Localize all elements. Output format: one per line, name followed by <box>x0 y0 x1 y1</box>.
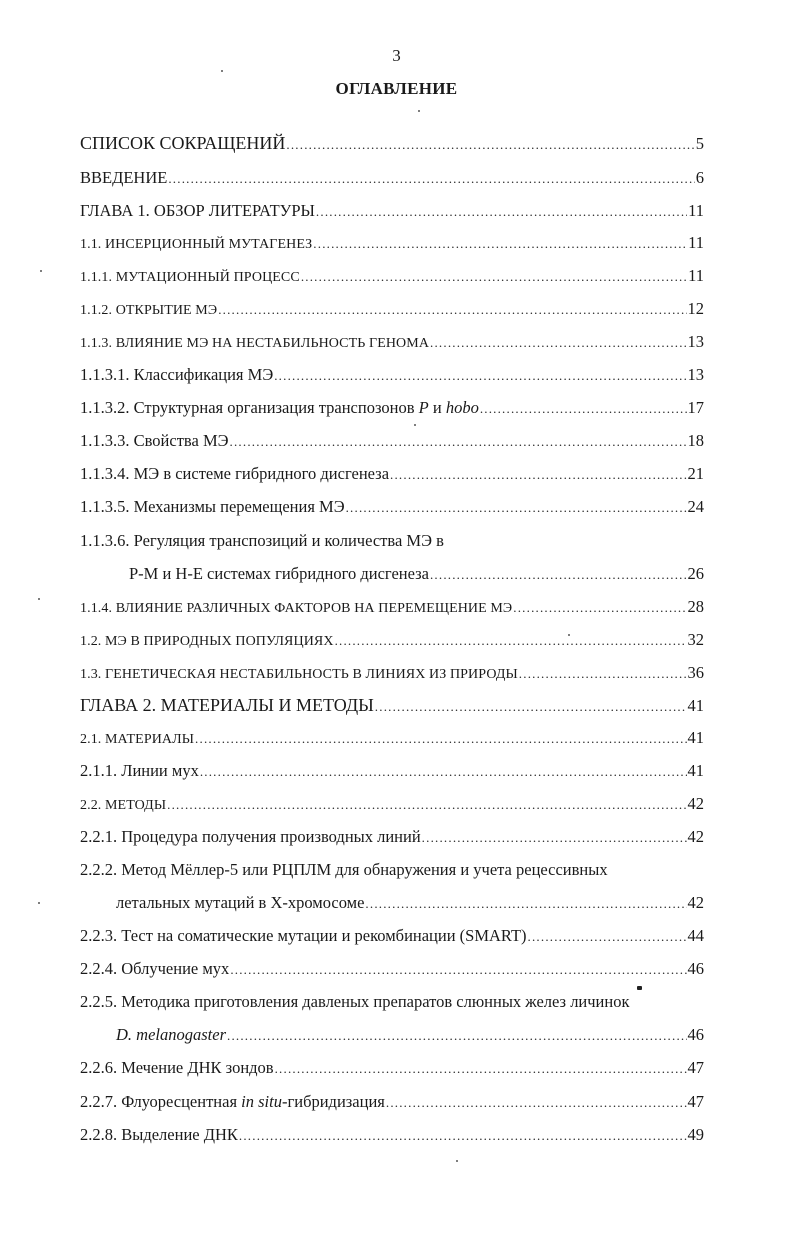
toc-entry[interactable] <box>80 661 704 685</box>
toc-entry[interactable] <box>80 231 704 255</box>
toc-entry-label: 1.1.3.1. Классификация МЭ <box>80 365 274 384</box>
toc-entry-page: 46 <box>687 959 704 978</box>
scan-speck <box>637 986 642 990</box>
dot-leader <box>239 1124 687 1148</box>
toc-label-text: 2.2.7. Флуоресцентная <box>80 1092 242 1111</box>
scan-speck <box>414 424 416 426</box>
toc-entry[interactable] <box>80 396 704 420</box>
toc-entry-label: 1.1.2. ОТКРЫТИЕ МЭ <box>80 303 218 318</box>
toc-entry[interactable] <box>80 825 704 849</box>
scan-speck <box>38 598 40 600</box>
toc-entry-label[interactable]: 2.2.5. Методика приготовления давленых препаратов слюнных желез личинок <box>80 992 630 1011</box>
toc-entry[interactable] <box>80 429 704 453</box>
dot-leader <box>200 760 687 784</box>
dot-leader <box>375 695 687 719</box>
toc-entry-page: 41 <box>687 696 704 715</box>
scan-speck <box>456 1160 458 1162</box>
toc-entry[interactable] <box>80 330 704 354</box>
toc-entry-label-continued: летальных мутаций в Х-хромосоме <box>116 893 365 912</box>
toc-entry-label: 1.1.4. ВЛИЯНИЕ РАЗЛИЧНЫХ ФАКТОРОВ НА ПЕРЕМЕЩЕНИЕ МЭ <box>80 601 513 616</box>
dot-leader <box>218 298 686 322</box>
toc-entry-label: 1.1.3. ВЛИЯНИЕ МЭ НА НЕСТАБИЛЬНОСТЬ ГЕНОМА <box>80 336 430 351</box>
toc-entry-label-continued: D. melanogaster <box>116 1025 226 1044</box>
toc-entry[interactable] <box>80 628 704 652</box>
toc-entry[interactable] <box>80 693 704 717</box>
toc-entry[interactable] <box>80 759 704 783</box>
toc-entry[interactable] <box>129 562 704 586</box>
dot-leader <box>301 265 687 289</box>
toc-label-text: 1.1.3.2. Структурная организация транспозонов <box>80 398 419 417</box>
toc-entry-page: 17 <box>687 398 704 417</box>
scan-speck <box>38 902 40 904</box>
toc-entry[interactable] <box>116 1023 704 1047</box>
toc-entry-label: 2.2.4. Облучение мух <box>80 959 230 978</box>
dot-leader <box>316 200 687 224</box>
toc-entry[interactable] <box>80 1123 704 1147</box>
toc-entry[interactable] <box>80 495 704 519</box>
toc-entry-label: 2.1. МАТЕРИАЛЫ <box>80 732 195 747</box>
toc-label-italic: P <box>418 398 429 417</box>
dot-leader <box>480 397 687 421</box>
dot-leader <box>390 463 686 487</box>
toc-entry-label[interactable]: 1.1.3.6. Регуляция транспозиций и количества МЭ в <box>80 531 444 550</box>
toc-entry-label: 1.1.3.4. МЭ в системе гибридного дисгенеза <box>80 464 390 483</box>
toc-entry-page: 11 <box>688 201 704 220</box>
dot-leader <box>365 892 686 916</box>
toc-entry-page: 44 <box>687 926 704 945</box>
toc-entry-page: 47 <box>687 1058 704 1077</box>
dot-leader <box>386 1091 687 1115</box>
toc-entry[interactable] <box>80 199 704 223</box>
toc-entry-page: 5 <box>695 134 704 153</box>
toc-entry-label: 2.2. МЕТОДЫ <box>80 798 167 813</box>
toc-entry[interactable] <box>80 363 704 387</box>
toc-entry-page: 49 <box>687 1125 704 1144</box>
toc-entry[interactable] <box>80 1090 704 1114</box>
toc-entry-label <box>80 396 479 420</box>
toc-label-italic: in situ <box>241 1092 282 1111</box>
toc-entry-page: 41 <box>687 761 704 780</box>
toc-entry-page: 42 <box>687 893 704 912</box>
toc-entry-label: 2.2.8. Выделение ДНК <box>80 1125 238 1144</box>
toc-entry-label: 1.1.1. МУТАЦИОННЫЙ ПРОЦЕСС <box>80 270 300 285</box>
dot-leader <box>313 232 687 256</box>
scan-speck <box>568 634 570 636</box>
page-title: ОГЛАВЛЕНИЕ <box>335 79 458 98</box>
toc-entry[interactable] <box>80 297 704 321</box>
toc-entry-label: 2.2.6. Мечение ДНК зондов <box>80 1058 274 1077</box>
toc-entry[interactable] <box>80 166 704 190</box>
scan-speck <box>40 270 42 272</box>
dot-leader <box>430 331 686 355</box>
toc-entry-page: 32 <box>687 630 704 649</box>
dot-leader <box>346 496 687 520</box>
toc-entry-page: 24 <box>687 497 704 516</box>
dot-leader <box>513 596 686 620</box>
toc-entry[interactable] <box>80 792 704 816</box>
toc-entry[interactable] <box>80 462 704 486</box>
scan-speck <box>221 70 223 72</box>
toc-entry-label: ГЛАВА 2. МАТЕРИАЛЫ И МЕТОДЫ <box>80 695 374 715</box>
toc-entry-label: ГЛАВА 1. ОБЗОР ЛИТЕРАТУРЫ <box>80 201 315 220</box>
dot-leader <box>227 1024 687 1048</box>
dot-leader <box>275 1057 687 1081</box>
toc-entry-label: 2.1.1. Линии мух <box>80 761 199 780</box>
dot-leader <box>230 958 686 982</box>
toc-entry[interactable] <box>80 595 704 619</box>
toc-entry[interactable] <box>80 957 704 981</box>
toc-entry-page: 47 <box>687 1092 704 1111</box>
toc-entry[interactable] <box>80 264 704 288</box>
dot-leader <box>519 662 687 686</box>
dot-leader <box>167 793 686 817</box>
toc-entry-page: 21 <box>687 464 704 483</box>
toc-entry-page: 6 <box>695 168 704 187</box>
toc-label-text: -гибридизация <box>281 1092 385 1111</box>
dot-leader <box>230 430 687 454</box>
toc-entry-label: СПИСОК СОКРАЩЕНИЙ <box>80 133 286 153</box>
toc-entry-page: 18 <box>687 431 704 450</box>
toc-entry-label: 1.1. ИНСЕРЦИОННЫЙ МУТАГЕНЕЗ <box>80 237 313 252</box>
toc-entry-label: 1.3. ГЕНЕТИЧЕСКАЯ НЕСТАБИЛЬНОСТЬ В ЛИНИЯХ ИЗ ПРИРОДЫ <box>80 667 518 682</box>
toc-entry-label: 1.2. МЭ В ПРИРОДНЫХ ПОПУЛЯЦИЯХ <box>80 634 334 649</box>
toc-label-text: и <box>428 398 446 417</box>
toc-entry-page: 41 <box>687 728 704 747</box>
dot-leader <box>430 563 687 587</box>
dot-leader <box>422 826 687 850</box>
toc-entry-label: ВВЕДЕНИЕ <box>80 168 168 187</box>
dot-leader <box>286 133 694 157</box>
dot-leader <box>528 925 687 949</box>
toc-entry-label: 1.1.3.3. Свойства МЭ <box>80 431 229 450</box>
toc-label-italic: hobo <box>445 398 479 417</box>
toc-entry-label[interactable]: 2.2.2. Метод Мёллер-5 или РЦПЛМ для обнаружения и учета рецессивных <box>80 860 608 879</box>
toc-entry-label-continued: Р-М и Н-Е системах гибридного дисгенеза <box>129 564 429 583</box>
dot-leader <box>335 629 687 653</box>
toc-entry-page: 46 <box>687 1025 704 1044</box>
toc-entry[interactable] <box>80 726 704 750</box>
toc-entry-page: 13 <box>687 332 704 351</box>
dot-leader <box>168 167 694 191</box>
toc-entry-page: 42 <box>687 827 704 846</box>
toc-entry-page: 42 <box>687 794 704 813</box>
toc-entry-label: 2.2.3. Тест на соматические мутации и рекомбинации (SMART) <box>80 926 527 945</box>
page-number: 3 <box>392 46 401 65</box>
scan-speck <box>418 110 420 112</box>
toc-entry[interactable] <box>80 1056 704 1080</box>
toc-entry[interactable] <box>116 891 704 915</box>
dot-leader <box>274 364 686 388</box>
toc-entry-page: 28 <box>687 597 704 616</box>
toc-entry-label: 2.2.1. Процедура получения производных линий <box>80 827 421 846</box>
toc-entry-page: 13 <box>687 365 704 384</box>
toc-entry-page: 26 <box>687 564 704 583</box>
toc-entry-page: 11 <box>688 233 704 252</box>
toc-entry-page: 11 <box>688 266 704 285</box>
dot-leader <box>195 727 686 751</box>
toc-entry-label <box>80 1090 385 1114</box>
toc-entry-page: 36 <box>687 663 704 682</box>
toc-entry-page: 12 <box>687 299 704 318</box>
toc-entry[interactable] <box>80 924 704 948</box>
toc-entry-label: 1.1.3.5. Механизмы перемещения МЭ <box>80 497 345 516</box>
toc-entry[interactable] <box>80 131 704 155</box>
